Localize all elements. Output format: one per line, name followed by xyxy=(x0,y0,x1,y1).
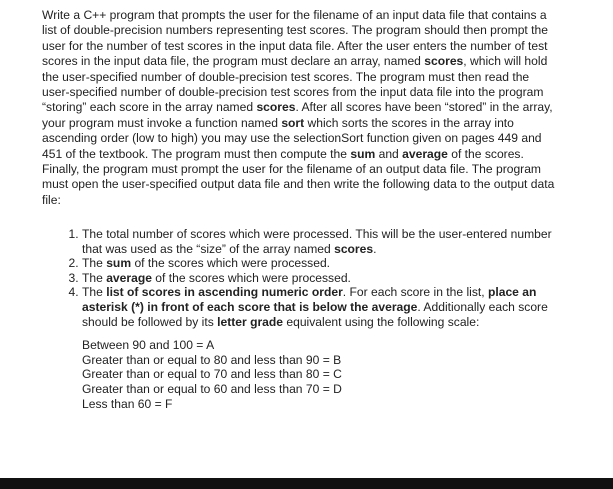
scores-keyword: scores xyxy=(256,100,296,115)
grade-scale xyxy=(82,338,572,411)
average-keyword: average xyxy=(402,146,448,161)
item-text: equivalent using the following scale: xyxy=(283,314,480,329)
intro-text-3: . After all scores have been “stored” in the array, your program must invoke a function named xyxy=(42,100,553,130)
scores-keyword: scores xyxy=(334,241,374,256)
item-text: of the scores which were processed. xyxy=(131,256,331,271)
grade-scale-b: Greater than or equal to 80 and less than 90 = B xyxy=(82,352,342,367)
intro-text-2: , which will hold the user-specified number of double-precision test scores. The program must then read the user-specified number of double-precision test scores from the input data file into the program “storing” each score in the array named xyxy=(42,54,548,115)
sorted-list-keyword: list of scores in ascending numeric order xyxy=(106,285,343,300)
bottom-bar xyxy=(0,478,613,489)
intro-text-4: which sorts the scores in the array into ascending order (low to high) you may use the selectionSort function given on pages 449 and 451 of the textbook. The program must then compute the xyxy=(42,115,542,161)
grade-scale-a: Between 90 and 100 = A xyxy=(82,338,215,353)
intro-text-1: Write a C++ program that prompts the user for the filename of an input data file that contains a list of double-precision numbers representing test scores. The program should then prompt the user for the number of test scores in the input data file. After the user enters the number of test scores in the input data file, the program must declare an array, named xyxy=(42,8,548,69)
scores-keyword: scores xyxy=(424,54,464,69)
item-text: The total number of scores which were processed. This will be the user-entered number that was used as the “size” of the array named xyxy=(82,227,552,256)
intro-text-5: of the scores. Finally, the program must prompt the user for the filename of an output data file. The program must open the user-specified output data file and then write the following data to the output data file: xyxy=(42,146,555,207)
intro-and: and xyxy=(375,146,403,161)
sum-keyword: sum xyxy=(350,146,376,161)
letter-grade-keyword: letter grade xyxy=(217,314,284,329)
output-requirements-list xyxy=(62,227,572,411)
item-text: . xyxy=(373,241,377,256)
list-item xyxy=(82,285,572,411)
item-text: The xyxy=(82,256,107,271)
grade-scale-d: Greater than or equal to 60 and less than 70 = D xyxy=(82,381,342,396)
grade-scale-f: Less than 60 = F xyxy=(82,396,173,411)
average-keyword: average xyxy=(106,270,152,285)
item-text: of the scores which were processed. xyxy=(151,270,351,285)
item-text: The xyxy=(82,270,107,285)
asterisk-rule: place an asterisk (*) in front of each score that is below the average xyxy=(82,285,537,314)
grade-scale-c: Greater than or equal to 70 and less than 80 = C xyxy=(82,367,342,382)
item-text: The xyxy=(82,285,107,300)
intro-paragraph xyxy=(42,8,560,208)
list-item xyxy=(82,271,572,286)
list-item xyxy=(82,227,572,256)
sort-keyword: sort xyxy=(281,115,305,130)
list-item xyxy=(82,256,572,271)
sum-keyword: sum xyxy=(106,256,132,271)
item-text: . Additionally each score should be followed by its xyxy=(82,299,548,329)
item-text: . For each score in the list, xyxy=(342,285,488,300)
